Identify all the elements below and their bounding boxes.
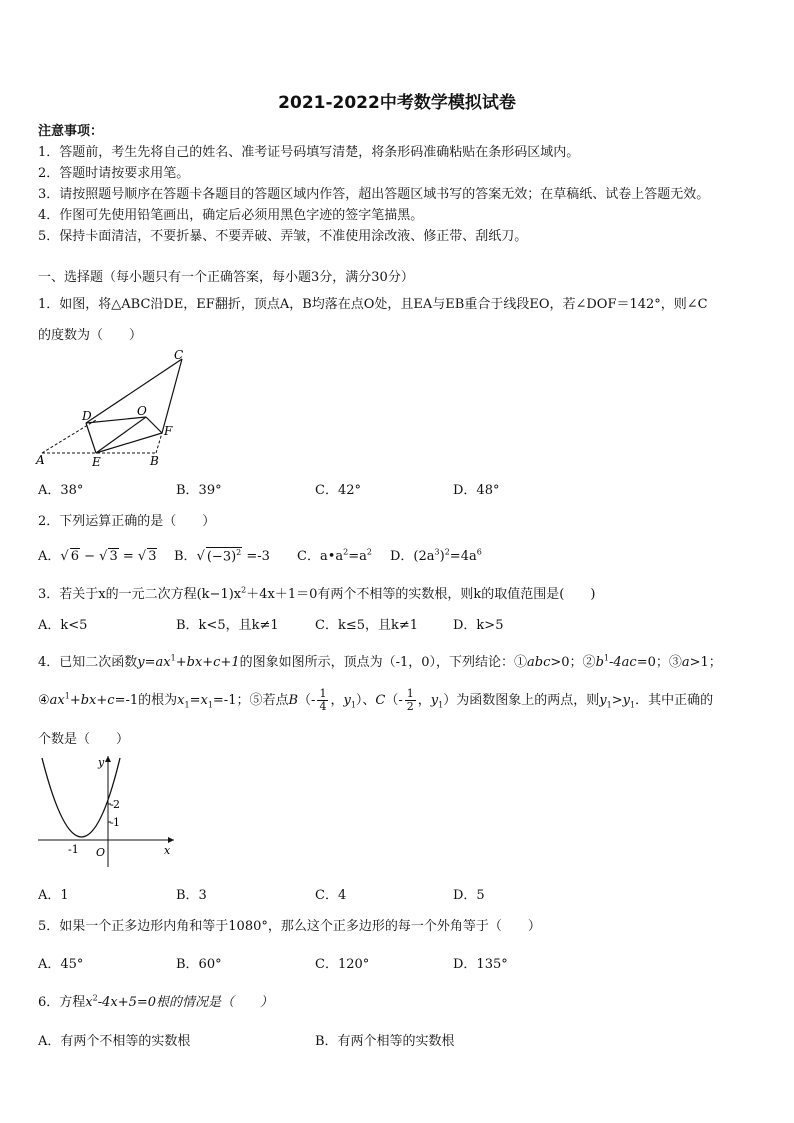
q2-option-b: B．√ $(-3)^2 =-3$: [174, 547, 270, 564]
q1-stem-line1: 1．如图，将△ABC沿DE，EF翻折，顶点A，B均落在点O处，且EA与EB重合于线段EO，若∠DOF＝142°，则∠C: [38, 297, 708, 312]
q6-option-b: B．有两个相等的实数根: [315, 1034, 455, 1049]
q5-stem: 5．如果一个正多边形内角和等于1080°，那么这个正多边形的每一个外角等于（ ）: [38, 919, 541, 934]
q4-stem-line3: 个数是（ ）: [38, 732, 130, 747]
label-b: B: [150, 454, 159, 468]
q5-option-c: C．120°: [315, 957, 370, 972]
q2-option-c: C．$a•a^2=a^2$: [297, 547, 372, 564]
q3-stem: 3．若关于x的一元二次方程$(k-1)x^2+4x+1=0$有两个不相等的实数根，则k的取值范围是( ): [38, 585, 596, 602]
vertex-x-label: -1: [68, 843, 79, 856]
q1-option-b: B．39°: [176, 483, 222, 498]
q4-fraction-1: $\frac{1}{4}$: [319, 687, 327, 713]
q1-option-a: A．38°: [38, 483, 84, 498]
q4-option-b: B．3: [176, 888, 207, 903]
q5-option-d: D．135°: [453, 957, 508, 972]
q4-option-d: D．5: [453, 888, 485, 903]
tick-2-label: 2: [113, 798, 120, 811]
q2-stem: 2．下列运算正确的是（ ）: [38, 514, 216, 529]
q4-parabola-figure: [34, 752, 179, 870]
label-o: O: [137, 404, 147, 418]
section-heading: 一、选择题（每小题只有一个正确答案，每小题3分，满分30分）: [38, 270, 414, 285]
x-axis-label: x: [164, 844, 171, 857]
q6-stem: 6．方程$x^2-4x+5=0$根的情况是（ ）: [38, 993, 274, 1010]
q2-option-a: A．√ 6 − √ 3 = √ 3: [38, 549, 157, 564]
label-a: A: [36, 453, 45, 467]
q4-option-c: C．4: [315, 888, 347, 903]
q6-option-a: A．有两个不相等的实数根: [38, 1034, 191, 1049]
y-axis-label: y: [98, 756, 105, 769]
tick-2-dash: -: [110, 798, 114, 811]
note-item-3: 3．请按照题号顺序在答题卡各题目的答题区域内作答，超出答题区域书写的答案无效；在草稿纸、试卷上答题无效。: [38, 187, 710, 202]
q2-option-d: D．$(2a^3)^2=4a^6$: [390, 547, 482, 564]
q1-option-c: C．42°: [315, 483, 361, 498]
label-f: F: [164, 424, 173, 438]
tick-1-dash: -: [110, 816, 114, 829]
label-c: C: [174, 348, 184, 362]
tick-1-label: 1: [113, 816, 120, 829]
q5-option-a: A．45°: [38, 957, 84, 972]
page-title: 2021-2022中考数学模拟试卷: [278, 93, 516, 113]
q1-triangle-figure: [34, 345, 194, 470]
q4-stem-line2: $④ax^1+bx+c=-1$的根为$x_1=x_1=-1$；⑤若点B（- $\frac{1}{4}$ ，$y_1$）、C（- $\frac{1}{2}$ ，$y_1$）为函数图象上的两点，则$y_1>y_1$．其中正确的: [38, 687, 714, 713]
label-d: D: [82, 409, 92, 423]
q1-stem-line2: 的度数为（ ）: [38, 328, 143, 343]
q1-option-d: D．48°: [453, 483, 500, 498]
notes-heading: 注意事项：: [38, 124, 104, 139]
q4-fraction-2: $\frac{1}{2}$: [406, 687, 414, 713]
label-e: E: [92, 455, 101, 469]
q3-option-b: B．k<5，且k≠1: [176, 618, 279, 633]
note-item-4: 4．作图可先使用铅笔画出，确定后必须用黑色字迹的签字笔描黑。: [38, 208, 424, 223]
q3-option-a: A．k<5: [38, 618, 88, 633]
q3-option-d: D．k>5: [453, 618, 504, 633]
origin-label: O: [96, 846, 106, 859]
q4-option-a: A．1: [38, 888, 69, 903]
q4-stem-line1: 4．已知二次函数$y=ax^1+bx+c+1$的图象如图所示，顶点为（-1，0），下列结论：①abc>0；$②b^1-4ac=0$；③a>1；: [38, 653, 722, 670]
q3-option-c: C．k≤5，且k≠1: [315, 618, 419, 633]
note-item-2: 2．答题时请按要求用笔。: [38, 166, 190, 181]
q5-option-b: B．60°: [176, 957, 222, 972]
note-item-1: 1．答题前，考生先将自己的姓名、准考证号码填写清楚，将条形码准确粘贴在条形码区域内。: [38, 145, 580, 160]
note-item-5: 5．保持卡面清洁，不要折暴、不要弄破、弄皱，不准使用涂改液、修正带、刮纸刀。: [38, 229, 528, 244]
